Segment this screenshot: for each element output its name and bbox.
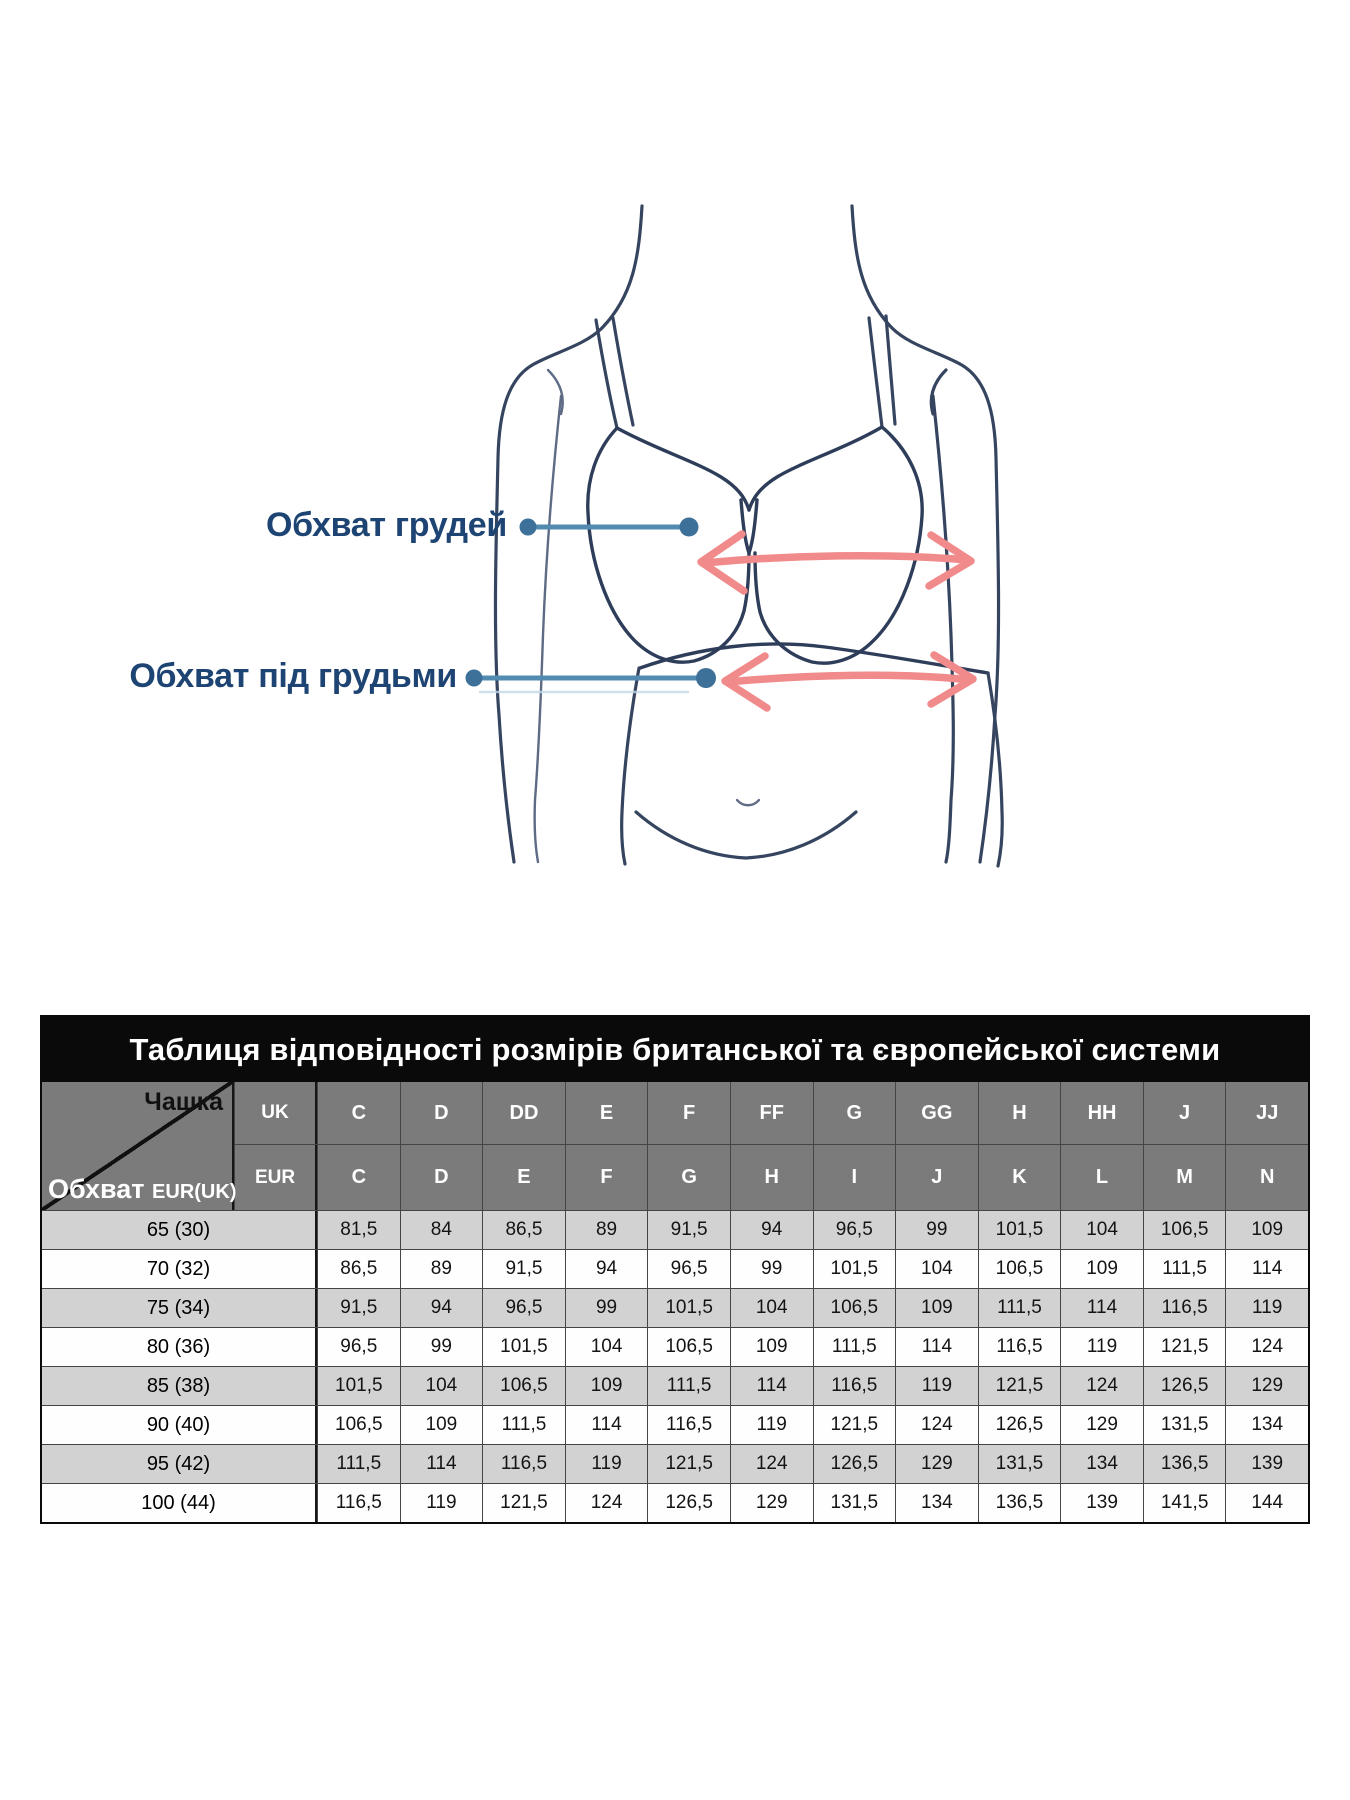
size-value-cell: 124 (896, 1406, 978, 1444)
uk-cup-header: GG (896, 1082, 978, 1144)
uk-cup-header: FF (731, 1082, 813, 1144)
size-value-cell: 131,5 (1144, 1406, 1226, 1444)
size-value-cell: 91,5 (648, 1211, 730, 1249)
torso-figure (495, 206, 998, 862)
eur-cup-header: M (1144, 1145, 1226, 1210)
size-value-cell: 129 (896, 1445, 978, 1483)
size-value-cell: 104 (401, 1367, 483, 1405)
size-value-cell: 106,5 (318, 1406, 400, 1444)
size-value-cell: 111,5 (1144, 1250, 1226, 1288)
bust-arrow-shaft (704, 556, 967, 563)
size-value-cell: 126,5 (1144, 1367, 1226, 1405)
size-value-cell: 116,5 (318, 1484, 400, 1522)
size-value-cell: 101,5 (648, 1289, 730, 1327)
size-value-cell: 99 (896, 1211, 978, 1249)
uk-cup-header: HH (1061, 1082, 1143, 1144)
size-value-cell: 114 (1061, 1289, 1143, 1327)
underbust-callout-dot-left (466, 670, 483, 687)
size-value-cell: 99 (566, 1289, 648, 1327)
size-value-cell: 119 (1226, 1289, 1308, 1327)
underbust-arrow-shaft (727, 675, 970, 682)
uk-cup-header: D (401, 1082, 483, 1144)
underbust-callout (466, 668, 717, 692)
size-value-cell: 104 (1061, 1211, 1143, 1249)
size-value-cell: 109 (896, 1289, 978, 1327)
size-value-cell: 116,5 (814, 1367, 896, 1405)
uk-cup-header: F (648, 1082, 730, 1144)
size-value-cell: 111,5 (648, 1367, 730, 1405)
size-value-cell: 111,5 (483, 1406, 565, 1444)
eur-cup-header: L (1061, 1145, 1143, 1210)
size-value-cell: 114 (401, 1445, 483, 1483)
uk-cup-header: H (979, 1082, 1061, 1144)
bust-measure-label: Обхват грудей (265, 506, 507, 544)
size-value-cell: 129 (731, 1484, 813, 1522)
right-cup-neckline (749, 427, 882, 510)
bra-outline (588, 427, 1002, 866)
size-value-cell: 94 (566, 1250, 648, 1288)
size-value-cell: 121,5 (483, 1484, 565, 1522)
size-value-cell: 134 (1226, 1406, 1308, 1444)
size-value-cell: 101,5 (979, 1211, 1061, 1249)
size-value-cell: 106,5 (814, 1289, 896, 1327)
size-value-cell: 131,5 (814, 1484, 896, 1522)
size-value-cell: 109 (401, 1406, 483, 1444)
right-arm-outline (960, 364, 999, 862)
eur-cup-header: I (814, 1145, 896, 1210)
size-value-cell: 96,5 (483, 1289, 565, 1327)
corner-cup-label: Чашка (144, 1088, 223, 1116)
size-value-cell: 119 (566, 1445, 648, 1483)
size-value-cell: 116,5 (1144, 1289, 1226, 1327)
belly-curve (636, 812, 856, 858)
band-size-label: 100 (44) (42, 1484, 317, 1522)
size-value-cell: 116,5 (979, 1328, 1061, 1366)
size-grid (42, 1082, 1308, 1522)
left-cup-neckline (617, 428, 749, 510)
size-value-cell: 96,5 (648, 1250, 730, 1288)
size-value-cell: 144 (1226, 1484, 1308, 1522)
corner-header-cell (42, 1082, 237, 1210)
size-value-cell: 94 (731, 1211, 813, 1249)
size-value-cell: 114 (566, 1406, 648, 1444)
size-value-cell: 126,5 (979, 1406, 1061, 1444)
size-value-cell: 106,5 (648, 1328, 730, 1366)
size-value-cell: 116,5 (483, 1445, 565, 1483)
uk-system-header: UK (235, 1082, 317, 1144)
size-value-cell: 111,5 (814, 1328, 896, 1366)
size-value-cell: 126,5 (814, 1445, 896, 1483)
uk-cup-header: JJ (1226, 1082, 1308, 1144)
size-value-cell: 109 (1061, 1250, 1143, 1288)
left-inner-arm-line (535, 396, 561, 862)
size-value-cell: 124 (566, 1484, 648, 1522)
size-conversion-table (40, 1015, 1310, 1524)
size-value-cell: 121,5 (814, 1406, 896, 1444)
size-value-cell: 114 (896, 1328, 978, 1366)
size-value-cell: 89 (401, 1250, 483, 1288)
eur-cup-header: F (566, 1145, 648, 1210)
bust-callout-dot-left (520, 519, 537, 536)
eur-cup-header: N (1226, 1145, 1308, 1210)
left-body-side (622, 668, 639, 864)
eur-cup-header: H (731, 1145, 813, 1210)
size-value-cell: 121,5 (648, 1445, 730, 1483)
size-value-cell: 104 (896, 1250, 978, 1288)
bust-callout-dot-right (680, 518, 699, 537)
neck-right-line (852, 206, 960, 364)
size-value-cell: 114 (1226, 1250, 1308, 1288)
size-value-cell: 109 (1226, 1211, 1308, 1249)
size-value-cell: 129 (1226, 1367, 1308, 1405)
size-value-cell: 104 (731, 1289, 813, 1327)
size-value-cell: 86,5 (318, 1250, 400, 1288)
eur-cup-header: G (648, 1145, 730, 1210)
size-value-cell: 109 (731, 1328, 813, 1366)
size-value-cell: 119 (896, 1367, 978, 1405)
size-value-cell: 129 (1061, 1406, 1143, 1444)
uk-cup-header: E (566, 1082, 648, 1144)
table-title: Таблиця відповідності розмірів британської та європейської системи (42, 1017, 1308, 1082)
size-value-cell: 139 (1226, 1445, 1308, 1483)
size-value-cell: 119 (731, 1406, 813, 1444)
band-size-label: 85 (38) (42, 1367, 317, 1405)
size-value-cell: 109 (566, 1367, 648, 1405)
band-size-label: 75 (34) (42, 1289, 317, 1327)
uk-cup-header: G (814, 1082, 896, 1144)
size-value-cell: 89 (566, 1211, 648, 1249)
size-value-cell: 84 (401, 1211, 483, 1249)
size-value-cell: 134 (896, 1484, 978, 1522)
size-value-cell: 124 (1061, 1367, 1143, 1405)
right-strap-inner (869, 318, 882, 427)
band-size-label: 80 (36) (42, 1328, 317, 1366)
eur-system-header: EUR (235, 1145, 317, 1210)
right-strap (886, 316, 895, 424)
band-size-label: 95 (42) (42, 1445, 317, 1483)
size-value-cell: 116,5 (648, 1406, 730, 1444)
size-value-cell: 111,5 (979, 1289, 1061, 1327)
size-value-cell: 131,5 (979, 1445, 1061, 1483)
bust-callout (520, 518, 699, 537)
size-value-cell: 126,5 (648, 1484, 730, 1522)
size-value-cell: 96,5 (814, 1211, 896, 1249)
underbust-callout-dot-right (696, 668, 716, 688)
size-value-cell: 111,5 (318, 1445, 400, 1483)
size-value-cell: 91,5 (483, 1250, 565, 1288)
size-value-cell: 119 (1061, 1328, 1143, 1366)
size-value-cell: 139 (1061, 1484, 1143, 1522)
size-value-cell: 121,5 (979, 1367, 1061, 1405)
size-value-cell: 106,5 (1144, 1211, 1226, 1249)
size-value-cell: 114 (731, 1367, 813, 1405)
bust-arrow (701, 534, 971, 591)
size-value-cell: 134 (1061, 1445, 1143, 1483)
eur-cup-header: C (318, 1145, 400, 1210)
left-arm-outline (495, 364, 534, 862)
eur-cup-header: D (401, 1145, 483, 1210)
size-value-cell: 101,5 (814, 1250, 896, 1288)
size-value-cell: 106,5 (979, 1250, 1061, 1288)
corner-band-label: Обхват EUR(UK) (48, 1174, 237, 1204)
size-value-cell: 106,5 (483, 1367, 565, 1405)
navel-curve (737, 800, 759, 805)
size-value-cell: 136,5 (1144, 1445, 1226, 1483)
right-cup-outline (755, 427, 922, 663)
eur-cup-header: J (896, 1145, 978, 1210)
left-strap-inner (613, 318, 633, 425)
neck-left-line (534, 206, 642, 364)
size-value-cell: 141,5 (1144, 1484, 1226, 1522)
size-value-cell: 101,5 (483, 1328, 565, 1366)
eur-cup-header: E (483, 1145, 565, 1210)
size-value-cell: 94 (401, 1289, 483, 1327)
size-value-cell: 124 (1226, 1328, 1308, 1366)
size-value-cell: 124 (731, 1445, 813, 1483)
underbust-measure-label: Обхват під грудьми (129, 657, 457, 695)
eur-cup-header: K (979, 1145, 1061, 1210)
uk-cup-header: DD (483, 1082, 565, 1144)
size-value-cell: 121,5 (1144, 1328, 1226, 1366)
left-strap (596, 320, 617, 428)
size-value-cell: 99 (731, 1250, 813, 1288)
size-value-cell: 81,5 (318, 1211, 400, 1249)
uk-cup-header: J (1144, 1082, 1226, 1144)
band-size-label: 70 (32) (42, 1250, 317, 1288)
size-value-cell: 99 (401, 1328, 483, 1366)
size-value-cell: 119 (401, 1484, 483, 1522)
size-value-cell: 101,5 (318, 1367, 400, 1405)
size-value-cell: 86,5 (483, 1211, 565, 1249)
size-value-cell: 91,5 (318, 1289, 400, 1327)
size-value-cell: 136,5 (979, 1484, 1061, 1522)
band-size-label: 90 (40) (42, 1406, 317, 1444)
size-value-cell: 96,5 (318, 1328, 400, 1366)
right-inner-arm-line (933, 396, 953, 862)
uk-cup-header: C (318, 1082, 400, 1144)
size-value-cell: 104 (566, 1328, 648, 1366)
band-size-label: 65 (30) (42, 1211, 317, 1249)
